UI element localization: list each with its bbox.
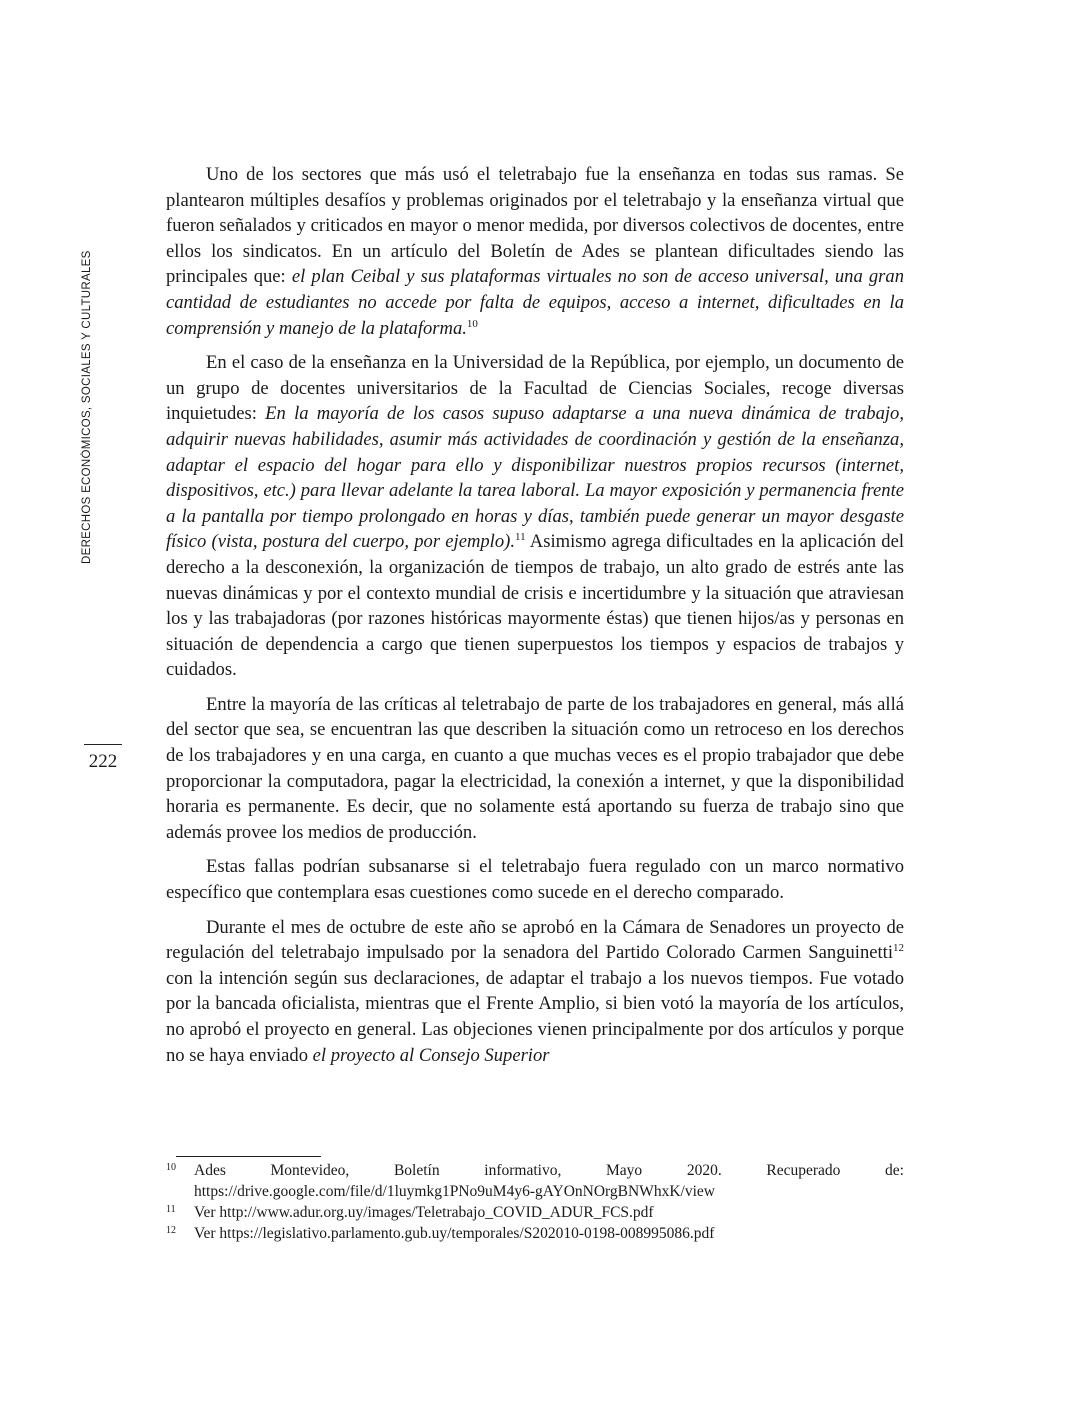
paragraph-1 — [166, 162, 904, 341]
footnote-text: Ver http://www.adur.org.uy/images/Teletrabajo_COVID_ADUR_FCS.pdf — [194, 1204, 654, 1221]
footnote-ref-12: 12 — [893, 942, 904, 955]
paragraph-3: Entre la mayoría de las críticas al teletrabajo de parte de los trabajadores en general, más allá del sector que sea, se encuentran las que describen la situación como un retroceso en los derechos de los trabajadores y en una carga, en cuanto a que muchas veces es el propio trabajador que debe proporcionar la computadora, pagar la electricidad, la conexión a internet, y que la disponibilidad horaria es permanente. Es decir, que no solamente está aportando su fuerza de trabajo sino que además provee los medios de producción. — [166, 693, 904, 843]
paragraph-text: Uno de los sectores que más usó el teletrabajo fue la enseñanza en todas sus ramas. Se plantearon múltiples desafíos y problemas originados por el teletrabajo y la enseñanza virtual que fueron señalados y criticados en mayor o menor medida, por diversos colectivos de docentes, entre ellos los sindicatos. En un artículo del Boletín de Ades se plantean dificultades siendo las principales que: — [166, 164, 904, 288]
paragraph-2 — [166, 350, 904, 683]
footnote-ref-10: 10 — [466, 317, 478, 330]
footnote-number: 11 — [166, 1204, 176, 1215]
quotation: el plan Ceibal y sus plataformas virtuales no son de acceso universal, una gran cantidad de estudiantes no accede por falta de equipos, acceso a internet, dificultades en la comprensión y manejo de la plataforma. — [166, 266, 905, 339]
paragraph-text: con la intención según sus declaraciones, de adaptar el trabajo a los nuevos tiempos. Fue votado por la bancada oficialista, mientras que el Frente Amplio, si bien votó la mayoría de los artículos, no aprobó el proyecto en general. Las objeciones vienen principalmente por dos artículos y porque no se haya enviado — [166, 967, 904, 1066]
footnote-10 — [166, 1160, 904, 1202]
footnote-separator — [176, 1156, 321, 1157]
footnotes — [166, 1160, 904, 1244]
footnote-text: Ades Montevideo, Boletín informativo, Mayo 2020. Recuperado de: https://drive.google.com/file/d/1luymkg1PNo9uM4y6-gAYOnNOrgBNWhxK/view — [194, 1162, 904, 1200]
running-head: DERECHOS ECONÓMICOS, SOCIALES Y CULTURALES — [81, 250, 93, 564]
body-text — [166, 162, 904, 1077]
paragraph-text: Asimismo agrega dificultades en la aplicación del derecho a la desconexión, la organización de tiempos de trabajo, un alto grado de estrés ante las nuevas dinámicas y por el contexto mundial de crisis e incertidumbre y la situación que atraviesan los y las trabajadoras (por razones históricas mayormente éstas) que tienen hijos/as y personas en situación de dependencia a cargo que tienen superpuestos los tiempos y espacios de trabajos y cuidados. — [166, 531, 904, 681]
paragraph-text: Durante el mes de octubre de este año se aprobó en la Cámara de Senadores un proyecto de regulación del teletrabajo impulsado por la senadora del Partido Colorado Carmen Sanguinetti — [166, 916, 904, 964]
footnote-text: Ver https://legislativo.parlamento.gub.uy/temporales/S202010-0198-008995086.pdf — [194, 1225, 715, 1242]
footnote-11 — [166, 1202, 904, 1223]
paragraph-5 — [166, 915, 904, 1069]
page-number: 222 — [84, 744, 122, 773]
footnote-ref-11: 11 — [514, 531, 526, 544]
paragraph-text: En el caso de la enseñanza en la Universidad de la República, por ejemplo, un documento de un grupo de docentes universitarios de la Facultad de Ciencias Sociales, recoge diversas inquietudes: — [166, 352, 904, 425]
paragraph-4: Estas fallas podrían subsanarse si el teletrabajo fuera regulado con un marco normativo específico que contemplara esas cuestiones como sucede en el derecho comparado. — [166, 856, 904, 904]
quotation: el proyecto al Consejo Superior — [312, 1044, 550, 1066]
quotation: En la mayoría de los casos supuso adaptarse a una nueva dinámica de trabajo, adquirir nuevas habilidades, asumir más actividades de coordinación y gestión de la enseñanza, adaptar el espacio del hogar para ello y disponibilizar nuestros propios recursos (internet, dispositivos, etc.) para llevar adelante la tarea laboral. La mayor exposición y permanencia frente a la pantalla por tiempo prolongado en horas y días, también puede generar un mayor desgaste físico (vista, postura del cuerpo, por ejemplo). — [166, 403, 904, 553]
footnote-12 — [166, 1223, 904, 1244]
footnote-number: 12 — [166, 1225, 176, 1236]
footnote-number: 10 — [166, 1162, 176, 1173]
